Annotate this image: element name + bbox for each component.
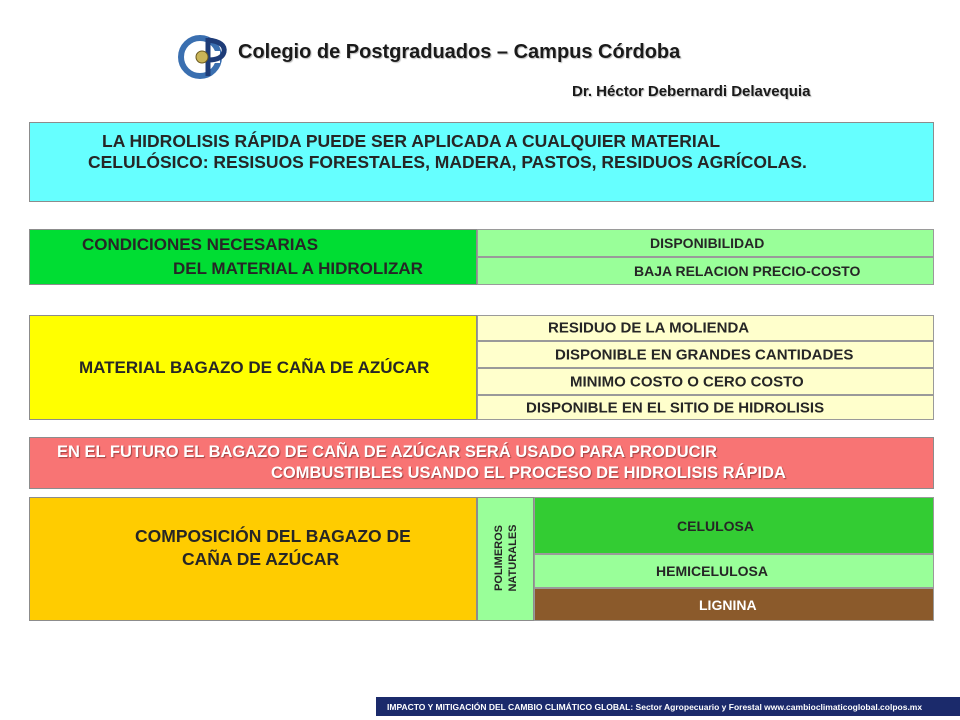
material-label-box — [29, 315, 477, 420]
component-text: HEMICELULOSA — [656, 563, 768, 579]
conditions-label-box — [29, 229, 477, 285]
material-property-text: DISPONIBLE EN EL SITIO DE HIDROLISIS — [526, 399, 825, 416]
material-property-row — [477, 368, 934, 395]
page-title: Colegio de Postgraduados – Campus Córdoba — [238, 41, 681, 63]
natural-polymers-label — [492, 513, 520, 603]
statement-line-2: CELULÓSICO: RESISUOS FORESTALES, MADERA, PASTOS, RESIDUOS AGRÍCOLAS. — [88, 152, 807, 172]
statement-line-1: LA HIDROLISIS RÁPIDA PUEDE SER APLICADA A CUALQUIER MATERIAL — [102, 131, 721, 151]
material-property-text: RESIDUO DE LA MOLIENDA — [548, 319, 750, 337]
material-label: MATERIAL BAGAZO DE CAÑA DE AZÚCAR — [79, 358, 430, 377]
component-text: LIGNINA — [699, 596, 757, 613]
author-name: Dr. Héctor Debernardi Delavequia — [572, 83, 811, 100]
hydrolysis-statement-box — [29, 122, 934, 202]
future-use-line-1: EN EL FUTURO EL BAGAZO DE CAÑA DE AZÚCAR SERÁ USADO PARA PRODUCIR — [57, 443, 718, 461]
future-use-line-2: COMBUSTIBLES USANDO EL PROCESO DE HIDROLISIS RÁPIDA — [271, 464, 786, 482]
composition-row-hemicellulose — [534, 554, 934, 588]
material-property-row — [477, 315, 934, 341]
condition-row — [477, 257, 934, 285]
future-use-box — [29, 437, 934, 489]
component-text: CELULOSA — [677, 517, 754, 534]
condition-text: BAJA RELACION PRECIO-COSTO — [634, 263, 861, 279]
logo-text: CP — [180, 78, 182, 79]
composition-row-lignin — [534, 588, 934, 621]
condition-text: DISPONIBILIDAD — [650, 235, 765, 251]
conditions-label-line-1: CONDICIONES NECESARIAS — [82, 235, 319, 254]
natural-polymers-label-box — [477, 497, 534, 621]
composition-row-cellulose — [534, 497, 934, 554]
material-property-text: MINIMO COSTO O CERO COSTO — [570, 373, 804, 390]
natural-polymers-line-2: NATURALES — [507, 524, 519, 592]
footer-text: IMPACTO Y MITIGACIÓN DEL CAMBIO CLIMÁTICO GLOBAL: Sector Agropecuario y Forestal www.cambioclimaticoglobal.colpos.mx — [387, 701, 923, 712]
condition-row — [477, 229, 934, 257]
conditions-label-line-2: DEL MATERIAL A HIDROLIZAR — [173, 259, 423, 278]
composition-label-line-2: CAÑA DE AZÚCAR — [182, 549, 340, 569]
material-property-row — [477, 395, 934, 420]
composition-label-box — [29, 497, 477, 621]
footer-banner — [376, 697, 960, 716]
natural-polymers-line-1: POLIMEROS — [493, 525, 505, 592]
college-logo — [178, 34, 228, 80]
material-property-text: DISPONIBLE EN GRANDES CANTIDADES — [555, 346, 854, 363]
material-property-row — [477, 341, 934, 368]
composition-label-line-1: COMPOSICIÓN DEL BAGAZO DE — [135, 526, 411, 546]
